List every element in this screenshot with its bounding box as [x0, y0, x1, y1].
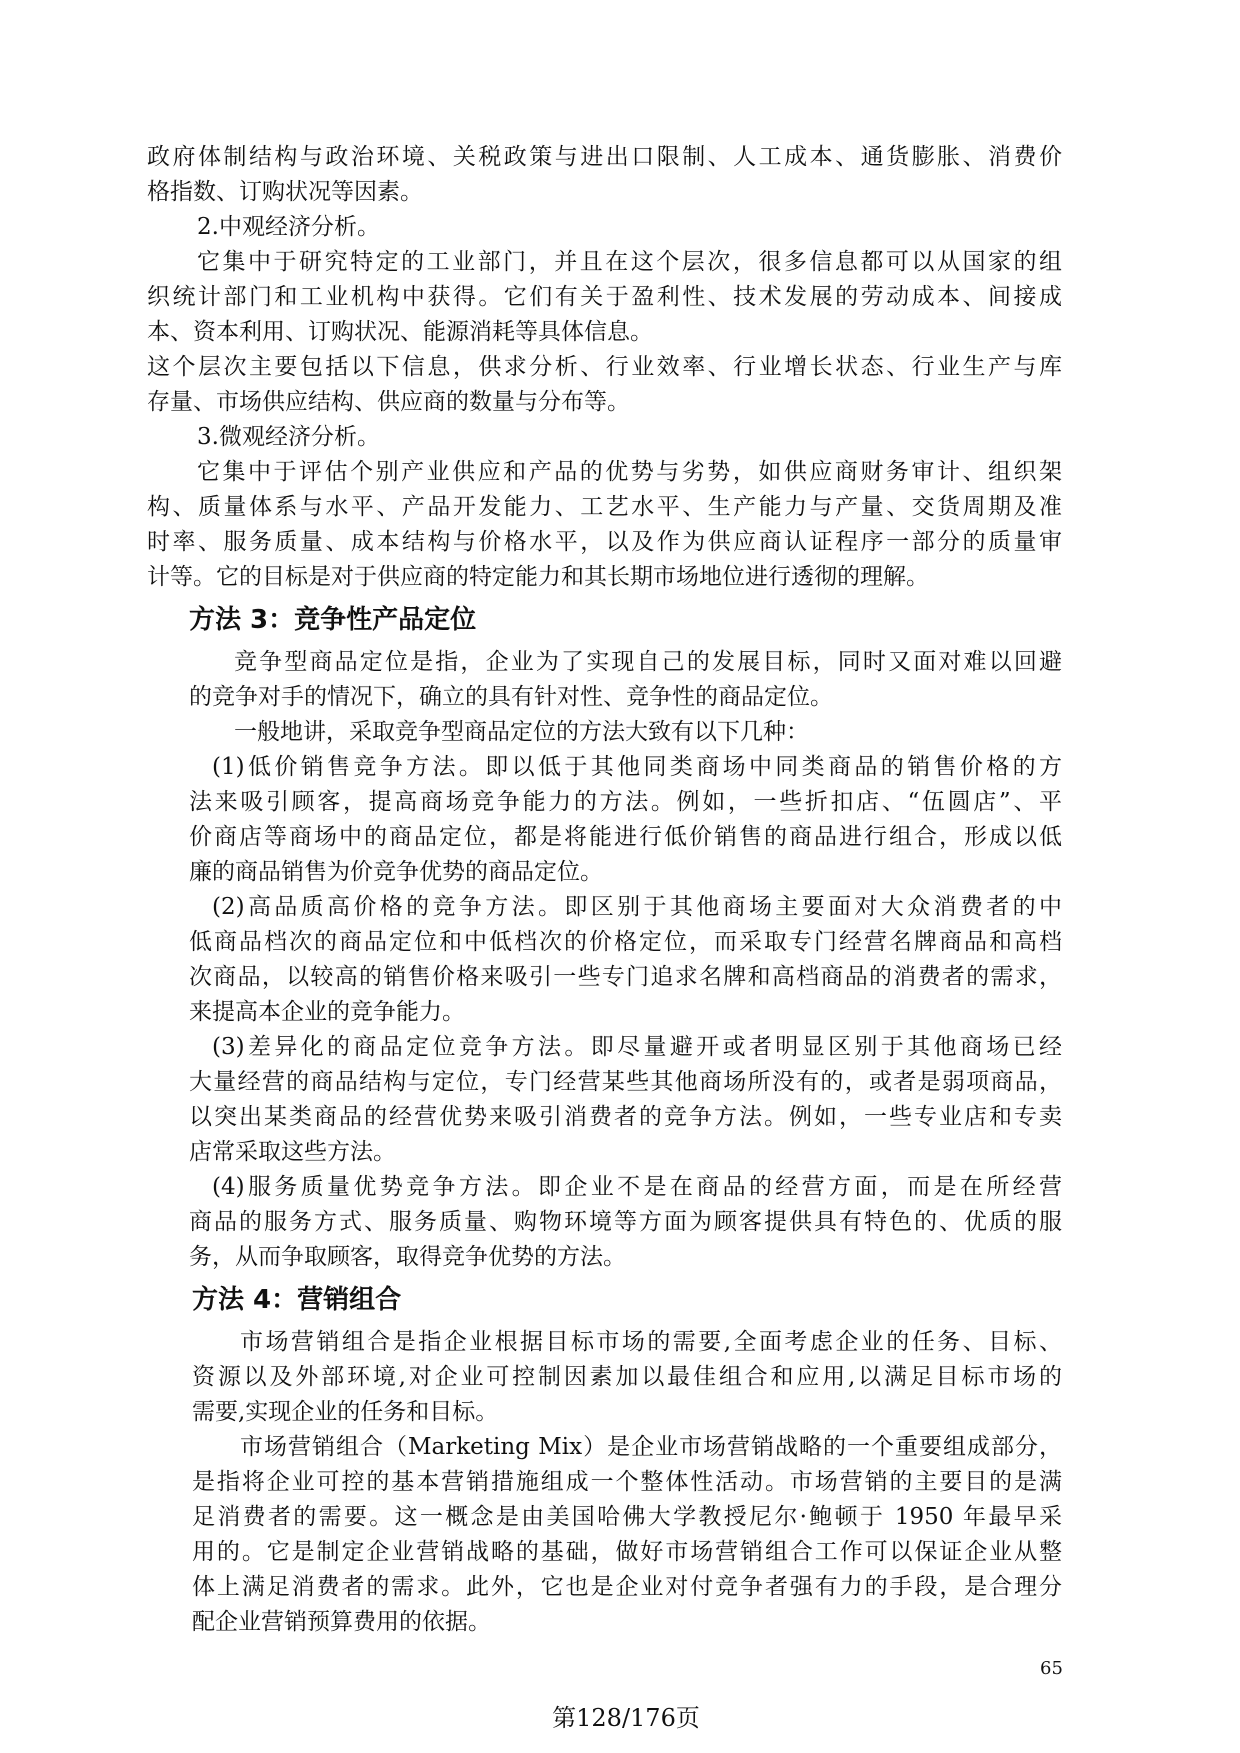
text-line: 足消费者的需要。这一概念是由美国哈佛大学教授尼尔·鲍顿于 1950 年最早采 [192, 1504, 1062, 1530]
text-line: 务，从而争取顾客，取得竞争优势的方法。 [189, 1244, 626, 1270]
text-line: 商品的服务方式、服务质量、购物环境等方面为顾客提供具有特色的、优质的服 [189, 1209, 1062, 1235]
text-line: 格指数、订购状况等因素。 [147, 179, 423, 205]
text-line: 竞争型商品定位是指，企业为了实现自己的发展目标，同时又面对难以回避 [234, 649, 1062, 675]
text-line: 配企业营销预算费用的依据。 [192, 1609, 491, 1635]
text-line: 的竞争对手的情况下，确立的具有针对性、竞争性的商品定位。 [189, 684, 833, 710]
text-line: (4)服务质量优势竞争方法。即企业不是在商品的经营方面，而是在所经营 [212, 1174, 1062, 1200]
text-line: 存量、市场供应结构、供应商的数量与分布等。 [147, 389, 630, 415]
text-line: (2)高品质高价格的竞争方法。即区别于其他商场主要面对大众消费者的中 [212, 894, 1062, 920]
text-line: 计等。它的目标是对于供应商的特定能力和其长期市场地位进行透彻的理解。 [147, 564, 929, 590]
text-line: 这个层次主要包括以下信息，供求分析、行业效率、行业增长状态、行业生产与库 [147, 354, 1062, 380]
page-number: 65 [1040, 1658, 1063, 1679]
text-line: 构、质量体系与水平、产品开发能力、工艺水平、生产能力与产量、交货周期及准 [147, 494, 1062, 520]
text-line: 以突出某类商品的经营优势来吸引消费者的竞争方法。例如，一些专业店和专卖 [189, 1104, 1062, 1130]
heading-method-4: 方法 4：营销组合 [192, 1285, 402, 1315]
text-line: 3.微观经济分析。 [197, 424, 380, 450]
text-line: 次商品，以较高的销售价格来吸引一些专门追求名牌和高档商品的消费者的需求， [189, 964, 1062, 990]
text-line: (1)低价销售竞争方法。即以低于其他同类商场中同类商品的销售价格的方 [212, 754, 1062, 780]
text-line: 它集中于评估个别产业供应和产品的优势与劣势，如供应商财务审计、组织架 [197, 459, 1062, 485]
heading-method-3: 方法 3：竞争性产品定位 [189, 605, 477, 635]
text-line: 店常采取这些方法。 [189, 1139, 396, 1165]
text-line: 织统计部门和工业机构中获得。它们有关于盈利性、技术发展的劳动成本、间接成 [147, 284, 1062, 310]
text-line: 体上满足消费者的需求。此外，它也是企业对付竞争者强有力的手段，是合理分 [192, 1574, 1062, 1600]
text-line: 市场营销组合是指企业根据目标市场的需要,全面考虑企业的任务、目标、 [240, 1329, 1062, 1355]
text-line: 时率、服务质量、成本结构与价格水平，以及作为供应商认证程序一部分的质量审 [147, 529, 1062, 555]
text-line: 是指将企业可控的基本营销措施组成一个整体性活动。市场营销的主要目的是满 [192, 1469, 1062, 1495]
text-line: 廉的商品销售为价竞争优势的商品定位。 [189, 859, 603, 885]
text-line: (3)差异化的商品定位竞争方法。即尽量避开或者明显区别于其他商场已经 [212, 1034, 1062, 1060]
text-line: 资源以及外部环境,对企业可控制因素加以最佳组合和应用,以满足目标市场的 [192, 1364, 1062, 1390]
text-line: 需要,实现企业的任务和目标。 [192, 1399, 499, 1425]
text-line: 2.中观经济分析。 [197, 214, 380, 240]
text-line: 市场营销组合（Marketing Mix）是企业市场营销战略的一个重要组成部分， [240, 1434, 1062, 1460]
page-footer: 第128/176页 [552, 1704, 700, 1732]
text-line: 价商店等商场中的商品定位，都是将能进行低价销售的商品进行组合，形成以低 [189, 824, 1062, 850]
text-line: 用的。它是制定企业营销战略的基础，做好市场营销组合工作可以保证企业从整 [192, 1539, 1062, 1565]
text-line: 法来吸引顾客，提高商场竞争能力的方法。例如，一些折扣店、“伍圆店”、平 [189, 789, 1062, 815]
text-line: 来提高本企业的竞争能力。 [189, 999, 465, 1025]
text-line: 低商品档次的商品定位和中低档次的价格定位，而采取专门经营名牌商品和高档 [189, 929, 1062, 955]
text-line: 一般地讲，采取竞争型商品定位的方法大致有以下几种： [234, 719, 809, 745]
text-line: 它集中于研究特定的工业部门，并且在这个层次，很多信息都可以从国家的组 [197, 249, 1062, 275]
text-line: 大量经营的商品结构与定位，专门经营某些其他商场所没有的，或者是弱项商品， [189, 1069, 1062, 1095]
text-line: 本、资本利用、订购状况、能源消耗等具体信息。 [147, 319, 653, 345]
text-line: 政府体制结构与政治环境、关税政策与进出口限制、人工成本、通货膨胀、消费价 [147, 144, 1062, 170]
